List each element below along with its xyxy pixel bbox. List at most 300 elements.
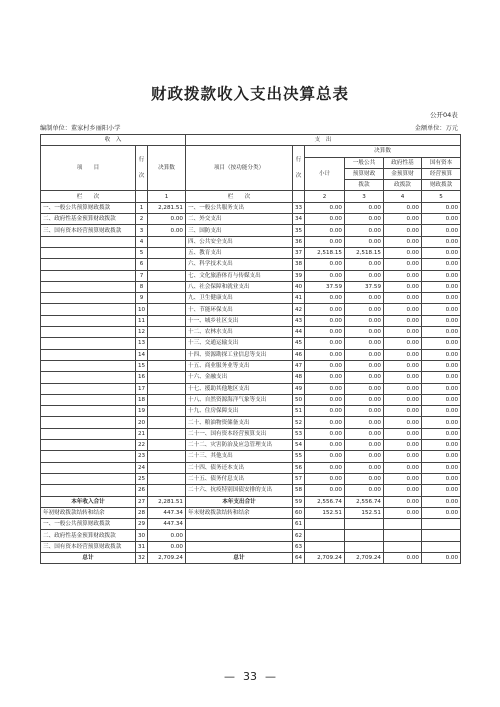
cell-ex-no: 52 (293, 417, 305, 428)
cell-in-amt: 2,281.51 (148, 496, 186, 507)
table-row (41, 462, 461, 473)
cell-in-item (41, 259, 136, 270)
cell-in-no: 16 (136, 372, 148, 383)
cell-v4: 0.00 (422, 428, 461, 439)
cell-in-amt (148, 247, 186, 258)
cell-v2: 2,518.15 (345, 247, 384, 258)
cell-v4: 0.00 (422, 293, 461, 304)
cell-v1: 0.00 (305, 259, 345, 270)
cell-ex-item: 六、科学技术支出 (186, 259, 293, 270)
cell-v4 (422, 541, 461, 552)
cell-v4: 0.00 (422, 236, 461, 247)
cell-in-amt (148, 281, 186, 292)
row-no-header: 行 次 (136, 146, 148, 191)
cell-ex-item: 三、国防支出 (186, 225, 293, 236)
cell-in-item (41, 451, 136, 462)
header-row-sections (41, 135, 461, 146)
cell-in-item (41, 473, 136, 484)
cell-v2: 37.59 (345, 281, 384, 292)
cell-v1: 2,709.24 (305, 552, 345, 563)
cell-in-amt (148, 270, 186, 281)
cell-in-no: 29 (136, 519, 148, 530)
cell-v3: 0.00 (384, 552, 422, 563)
cell-v3: 0.00 (384, 293, 422, 304)
cell-ex-no: 64 (293, 552, 305, 563)
cell-ex-no: 38 (293, 259, 305, 270)
cell-ex-item (186, 530, 293, 541)
cell-v2: 0.00 (345, 327, 384, 338)
table-row (41, 293, 461, 304)
cell-ex-no: 40 (293, 281, 305, 292)
cell-in-amt: 0.00 (148, 214, 186, 225)
cell-v4: 0.00 (422, 327, 461, 338)
cell-v4: 0.00 (422, 383, 461, 394)
gov-fund-header: 政府性基 (384, 157, 422, 168)
cell-in-no: 2 (136, 214, 148, 225)
cell-v1: 0.00 (305, 349, 345, 360)
cell-in-amt (148, 440, 186, 451)
table-row (41, 485, 461, 496)
current-total-row (41, 496, 461, 507)
cell-v3 (384, 530, 422, 541)
col-4: 4 (384, 191, 422, 202)
cell-in-no: 19 (136, 406, 148, 417)
cell-v2: 0.00 (345, 394, 384, 405)
cell-in-item (41, 236, 136, 247)
cell-v4: 0.00 (422, 406, 461, 417)
cell-v3: 0.00 (384, 281, 422, 292)
cell-v2: 2,556.74 (345, 496, 384, 507)
cell-in-amt (148, 372, 186, 383)
cell-in-item (41, 315, 136, 326)
cell-ex-no: 59 (293, 496, 305, 507)
table-row (41, 304, 461, 315)
page-number: — 33 — (224, 670, 276, 683)
cell-in-item (41, 383, 136, 394)
cell-v3: 0.00 (384, 440, 422, 451)
item-header: 项 目 (41, 146, 136, 191)
carry-row (41, 519, 461, 530)
cell-in-amt: 0.00 (148, 541, 186, 552)
cell-v2: 0.00 (345, 214, 384, 225)
cell-in-item (41, 485, 136, 496)
cell-ex-no: 49 (293, 383, 305, 394)
col-5: 5 (422, 191, 461, 202)
cell-v4: 0.00 (422, 394, 461, 405)
table-row (41, 327, 461, 338)
page-title: 财政拨款收入支出决算总表 (150, 85, 349, 103)
cell-in-no: 9 (136, 293, 148, 304)
table-row (41, 270, 461, 281)
cell-in-no: 3 (136, 225, 148, 236)
cell-v4: 0.00 (422, 462, 461, 473)
column-number-row (41, 191, 461, 202)
cell-v4: 0.00 (422, 202, 461, 213)
grand-total-row (41, 552, 461, 563)
col-blank (136, 191, 148, 202)
cell-in-item: 二、政府性基金预算财政拨款 (41, 530, 136, 541)
cell-in-no: 24 (136, 462, 148, 473)
cell-v2: 0.00 (345, 440, 384, 451)
cell-in-amt (148, 417, 186, 428)
cell-ex-no: 54 (293, 440, 305, 451)
cell-ex-item: 年末财政拨款结转和结余 (186, 507, 293, 518)
cell-v1: 37.59 (305, 281, 345, 292)
cell-v1 (305, 541, 345, 552)
cell-ex-item: 九、卫生健康支出 (186, 293, 293, 304)
cell-in-amt (148, 349, 186, 360)
cell-in-item (41, 462, 136, 473)
col-label: 栏 次 (41, 191, 136, 202)
col-2: 2 (305, 191, 345, 202)
cell-in-amt (148, 462, 186, 473)
reporting-unit: 编制单位：董家村乡丽阳小学 (40, 125, 121, 132)
cell-ex-no: 57 (293, 473, 305, 484)
cell-in-item (41, 406, 136, 417)
cell-v3: 0.00 (384, 236, 422, 247)
cell-ex-no: 39 (293, 270, 305, 281)
cell-v3 (384, 519, 422, 530)
cell-in-item (41, 293, 136, 304)
cell-v3: 0.00 (384, 496, 422, 507)
cell-v3: 0.00 (384, 451, 422, 462)
cell-v4: 0.00 (422, 451, 461, 462)
cell-v1: 0.00 (305, 406, 345, 417)
cell-ex-no: 44 (293, 327, 305, 338)
cell-v4: 0.00 (422, 496, 461, 507)
table-row (41, 372, 461, 383)
cell-v2: 0.00 (345, 315, 384, 326)
cell-in-item: 三、国有资本经营预算财政拨款 (41, 541, 136, 552)
col-3: 3 (345, 191, 384, 202)
money-unit: 金额单位：万元 (414, 125, 458, 132)
carry-row (41, 507, 461, 518)
cell-in-item (41, 281, 136, 292)
cell-in-amt (148, 293, 186, 304)
cell-v1: 0.00 (305, 236, 345, 247)
table-row (41, 315, 461, 326)
cell-in-amt (148, 394, 186, 405)
cell-v2: 0.00 (345, 485, 384, 496)
cell-v3: 0.00 (384, 473, 422, 484)
table-row (41, 214, 461, 225)
cell-ex-item: 七、文化旅游体育与传媒支出 (186, 270, 293, 281)
cell-v4: 0.00 (422, 360, 461, 371)
cell-ex-no: 50 (293, 394, 305, 405)
cell-v1: 0.00 (305, 485, 345, 496)
cell-v4: 0.00 (422, 281, 461, 292)
cell-v3: 0.00 (384, 247, 422, 258)
cell-in-item (41, 349, 136, 360)
cell-in-no: 7 (136, 270, 148, 281)
cell-ex-item: 十二、农林水支出 (186, 327, 293, 338)
cell-in-no: 12 (136, 327, 148, 338)
cell-v1: 0.00 (305, 428, 345, 439)
cell-in-item (41, 428, 136, 439)
cell-v3: 0.00 (384, 315, 422, 326)
cell-in-no: 26 (136, 485, 148, 496)
table-row (41, 349, 461, 360)
cell-v1: 0.00 (305, 293, 345, 304)
cell-ex-item: 二、外交支出 (186, 214, 293, 225)
cell-ex-no: 53 (293, 428, 305, 439)
cell-ex-no: 46 (293, 349, 305, 360)
cell-v3: 0.00 (384, 428, 422, 439)
cell-v2: 0.00 (345, 473, 384, 484)
cell-in-no: 21 (136, 428, 148, 439)
cell-ex-no: 42 (293, 304, 305, 315)
cell-in-item: 三、国有资本经营预算财政拨款 (41, 225, 136, 236)
gov-fund-header-2: 金预算财 (384, 168, 422, 179)
cell-in-no: 14 (136, 349, 148, 360)
cell-v3: 0.00 (384, 214, 422, 225)
cell-v4: 0.00 (422, 473, 461, 484)
cell-ex-item: 本年支出合计 (186, 496, 293, 507)
cell-v1: 0.00 (305, 214, 345, 225)
table-row (41, 236, 461, 247)
cell-v2: 0.00 (345, 462, 384, 473)
cell-in-item (41, 372, 136, 383)
cell-v2: 0.00 (345, 270, 384, 281)
cell-ex-no: 43 (293, 315, 305, 326)
cell-ex-item: 十、节能环保支出 (186, 304, 293, 315)
cell-ex-no: 55 (293, 451, 305, 462)
cell-ex-no: 60 (293, 507, 305, 518)
cell-ex-no: 63 (293, 541, 305, 552)
table-row (41, 383, 461, 394)
cell-in-item (41, 327, 136, 338)
cell-v2: 0.00 (345, 360, 384, 371)
cell-ex-no: 58 (293, 485, 305, 496)
cell-ex-item: 二十六、抗疫特别国债安排的支出 (186, 485, 293, 496)
cell-v1 (305, 530, 345, 541)
cell-ex-item: 二十、粮油物资储备支出 (186, 417, 293, 428)
cell-v1: 0.00 (305, 315, 345, 326)
col-label-2: 栏 次 (186, 191, 293, 202)
col-1: 1 (148, 191, 186, 202)
cell-v1: 0.00 (305, 473, 345, 484)
cell-v4: 0.00 (422, 247, 461, 258)
cell-v4: 0.00 (422, 507, 461, 518)
cell-v3: 0.00 (384, 406, 422, 417)
header-row-1 (41, 146, 461, 157)
table-row (41, 338, 461, 349)
cell-v2 (345, 541, 384, 552)
cell-ex-no: 48 (293, 372, 305, 383)
fiscal-summary-table (40, 134, 461, 564)
income-header: 收 入 (41, 135, 186, 146)
cell-in-item (41, 338, 136, 349)
subtotal-header: 小计 (305, 157, 345, 191)
cell-v4: 0.00 (422, 259, 461, 270)
cell-ex-item: 十七、援助其他地区支出 (186, 383, 293, 394)
cell-ex-item: 二十二、灾害防治及应急管理支出 (186, 440, 293, 451)
cell-v1: 0.00 (305, 304, 345, 315)
cell-in-no: 22 (136, 440, 148, 451)
cell-ex-item: 十九、住房保障支出 (186, 406, 293, 417)
cell-in-no: 4 (136, 236, 148, 247)
cell-v4: 0.00 (422, 270, 461, 281)
cell-in-item: 一、一般公共预算财政拨款 (41, 202, 136, 213)
cell-v1: 0.00 (305, 225, 345, 236)
cell-ex-no: 41 (293, 293, 305, 304)
cell-v2: 0.00 (345, 259, 384, 270)
cell-v3 (384, 541, 422, 552)
carry-row (41, 541, 461, 552)
cell-ex-item: 十四、资源勘探工业信息等支出 (186, 349, 293, 360)
cell-in-amt (148, 451, 186, 462)
cell-ex-item: 二十四、债务还本支出 (186, 462, 293, 473)
cell-in-item: 二、政府性基金预算财政拨款 (41, 214, 136, 225)
cell-v1: 0.00 (305, 360, 345, 371)
cell-in-amt (148, 428, 186, 439)
table-row (41, 394, 461, 405)
table-row (41, 259, 461, 270)
cell-v1: 0.00 (305, 462, 345, 473)
cell-ex-item: 十三、交通运输支出 (186, 338, 293, 349)
cell-in-amt (148, 259, 186, 270)
state-capital-header-2: 经营预算 (422, 168, 461, 179)
table-body (41, 135, 461, 564)
cell-in-no: 10 (136, 304, 148, 315)
cell-in-no: 17 (136, 383, 148, 394)
expense-row-no-header: 行 次 (293, 146, 305, 191)
cell-in-amt (148, 315, 186, 326)
cell-in-no: 20 (136, 417, 148, 428)
appropriation-header: 决算数 (305, 146, 461, 157)
expense-item-header: 项目（按功能分类） (186, 146, 293, 191)
cell-in-item (41, 360, 136, 371)
cell-in-no: 1 (136, 202, 148, 213)
cell-v2: 0.00 (345, 383, 384, 394)
cell-in-no: 15 (136, 360, 148, 371)
cell-in-no: 6 (136, 259, 148, 270)
cell-v4 (422, 530, 461, 541)
cell-in-item (41, 270, 136, 281)
cell-v1: 2,518.15 (305, 247, 345, 258)
cell-v1: 0.00 (305, 327, 345, 338)
cell-v3: 0.00 (384, 360, 422, 371)
cell-ex-item (186, 541, 293, 552)
expense-header: 支 出 (186, 135, 461, 146)
cell-v4: 0.00 (422, 225, 461, 236)
cell-ex-no: 37 (293, 247, 305, 258)
cell-ex-no: 62 (293, 530, 305, 541)
cell-ex-item: 二十一、国有资本经营预算支出 (186, 428, 293, 439)
cell-v2 (345, 530, 384, 541)
gov-fund-header-3: 政拨款 (384, 180, 422, 191)
cell-v3: 0.00 (384, 225, 422, 236)
table-row (41, 417, 461, 428)
cell-in-item (41, 440, 136, 451)
table-row (41, 247, 461, 258)
cell-v4: 0.00 (422, 304, 461, 315)
cell-in-amt (148, 236, 186, 247)
general-budget-header-3: 拨款 (345, 180, 384, 191)
unit-line (40, 123, 458, 132)
cell-v3: 0.00 (384, 507, 422, 518)
cell-v4 (422, 519, 461, 530)
cell-v2: 0.00 (345, 225, 384, 236)
cell-v1: 0.00 (305, 440, 345, 451)
cell-ex-no: 61 (293, 519, 305, 530)
cell-v2: 0.00 (345, 372, 384, 383)
cell-in-amt (148, 485, 186, 496)
table-row (41, 428, 461, 439)
cell-v3: 0.00 (384, 270, 422, 281)
cell-in-amt (148, 327, 186, 338)
table-row (41, 360, 461, 371)
cell-v2: 0.00 (345, 293, 384, 304)
cell-ex-item: 一、一般公共服务支出 (186, 202, 293, 213)
cell-ex-item: 八、社会保障和就业支出 (186, 281, 293, 292)
cell-v4: 0.00 (422, 315, 461, 326)
col-blank-2 (293, 191, 305, 202)
cell-ex-item: 总计 (186, 552, 293, 563)
cell-ex-no: 35 (293, 225, 305, 236)
cell-in-amt: 2,281.51 (148, 202, 186, 213)
cell-ex-item: 十一、城乡社区支出 (186, 315, 293, 326)
cell-v1 (305, 519, 345, 530)
cell-in-item: 本年收入合计 (41, 496, 136, 507)
cell-in-no: 28 (136, 507, 148, 518)
cell-in-no: 13 (136, 338, 148, 349)
cell-ex-item (186, 519, 293, 530)
cell-v3: 0.00 (384, 383, 422, 394)
cell-v3: 0.00 (384, 338, 422, 349)
table-row (41, 451, 461, 462)
cell-in-amt (148, 338, 186, 349)
cell-v4: 0.00 (422, 349, 461, 360)
cell-v2: 0.00 (345, 428, 384, 439)
cell-in-no: 31 (136, 541, 148, 552)
cell-ex-item: 五、教育支出 (186, 247, 293, 258)
cell-v1: 0.00 (305, 338, 345, 349)
cell-ex-item: 二十五、债务付息支出 (186, 473, 293, 484)
cell-in-no: 23 (136, 451, 148, 462)
cell-in-item: 总计 (41, 552, 136, 563)
cell-v3: 0.00 (384, 372, 422, 383)
cell-v2: 0.00 (345, 451, 384, 462)
cell-v1: 0.00 (305, 202, 345, 213)
cell-v2: 0.00 (345, 406, 384, 417)
cell-in-amt: 447.34 (148, 519, 186, 530)
cell-v4: 0.00 (422, 440, 461, 451)
cell-in-amt: 0.00 (148, 530, 186, 541)
cell-in-item (41, 417, 136, 428)
cell-v1: 0.00 (305, 372, 345, 383)
cell-in-item: 年初财政拨款结转和结余 (41, 507, 136, 518)
cell-v3: 0.00 (384, 417, 422, 428)
table-row (41, 440, 461, 451)
table-row (41, 281, 461, 292)
cell-in-item: 一、一般公共预算财政拨款 (41, 519, 136, 530)
cell-in-amt: 447.34 (148, 507, 186, 518)
cell-in-no: 5 (136, 247, 148, 258)
state-capital-header-3: 财政拨款 (422, 180, 461, 191)
cell-in-no: 30 (136, 530, 148, 541)
cell-ex-item: 十五、商业服务业等支出 (186, 360, 293, 371)
cell-v1: 0.00 (305, 394, 345, 405)
cell-v2: 0.00 (345, 349, 384, 360)
cell-v2 (345, 519, 384, 530)
cell-in-amt (148, 304, 186, 315)
cell-v3: 0.00 (384, 327, 422, 338)
cell-in-item (41, 304, 136, 315)
cell-v1: 0.00 (305, 451, 345, 462)
final-amount-header: 决算数 (148, 146, 186, 191)
cell-v4: 0.00 (422, 372, 461, 383)
